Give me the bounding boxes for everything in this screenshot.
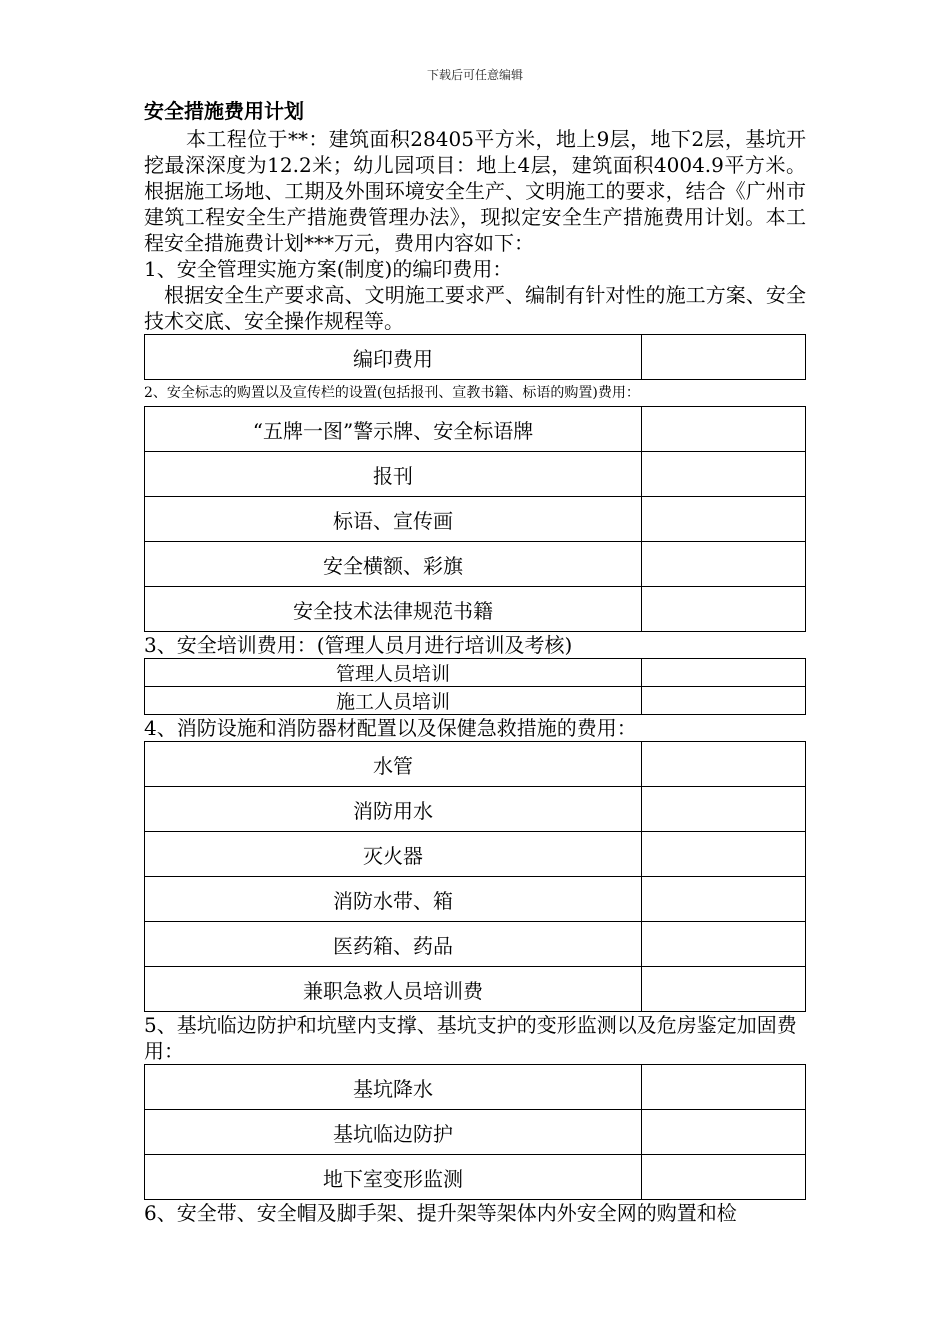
- cost-value-cell[interactable]: [642, 497, 806, 542]
- section-2-table: [144, 406, 806, 632]
- cost-value-cell[interactable]: [642, 452, 806, 497]
- table-row: [145, 542, 806, 587]
- section-5-heading: 5、基坑临边防护和坑壁内支撑、基坑支护的变形监测以及危房鉴定加固费用：: [144, 1013, 797, 1063]
- cost-item: 基坑降水: [145, 1065, 642, 1110]
- table-row: [145, 1065, 806, 1110]
- table-row: [145, 407, 806, 452]
- section-5-table: [144, 1064, 806, 1200]
- cost-item: “五牌一图”警示牌、安全标语牌: [145, 407, 642, 452]
- table-row: [145, 1110, 806, 1155]
- cost-value-cell[interactable]: [642, 877, 806, 922]
- section-3-heading: 3、安全培训费用：(管理人员月进行培训及考核): [144, 633, 573, 657]
- table-row: [145, 659, 806, 687]
- cost-item: 管理人员培训: [145, 659, 642, 687]
- section-4-table: [144, 741, 806, 1012]
- section-4-heading: 4、消防设施和消防器材配置以及保健急救措施的费用：: [144, 716, 637, 740]
- cost-item: 标语、宣传画: [145, 497, 642, 542]
- cost-value-cell[interactable]: [642, 832, 806, 877]
- page-header: 下载后可任意编辑: [426, 68, 523, 82]
- cost-value-cell[interactable]: [642, 687, 806, 715]
- cost-item: 安全技术法律规范书籍: [145, 587, 642, 632]
- cost-item: 安全横额、彩旗: [145, 542, 642, 587]
- table-row: [145, 787, 806, 832]
- table-row: [145, 452, 806, 497]
- table-row: [145, 587, 806, 632]
- cost-item: 编印费用: [145, 335, 642, 380]
- cost-value-cell[interactable]: [642, 1155, 806, 1200]
- cost-item: 医药箱、药品: [145, 922, 642, 967]
- section-1-table: [144, 334, 806, 380]
- cost-value-cell[interactable]: [642, 407, 806, 452]
- cost-item: 水管: [145, 742, 642, 787]
- table-row: [145, 497, 806, 542]
- cost-item: 基坑临边防护: [145, 1110, 642, 1155]
- cost-item: 报刊: [145, 452, 642, 497]
- cost-value-cell[interactable]: [642, 742, 806, 787]
- section-1-description: 根据安全生产要求高、文明施工要求严、编制有针对性的施工方案、安全技术交底、安全操作规程等。: [144, 283, 806, 333]
- cost-value-cell[interactable]: [642, 542, 806, 587]
- cost-value-cell[interactable]: [642, 335, 806, 380]
- intro-paragraph: 本工程位于**：建筑面积28405平方米，地上9层，地下2层，基坑开挖最深深度为12.2米；幼儿园项目：地上4层，建筑面积4004.9平方米。根据施工场地、工期及外围环境安全生产、文明施工的要求，结合《广州市建筑工程安全生产措施费管理办法》，现拟定安全生产措施费用计划。本工程安全措施费计划***万元，费用内容如下：: [144, 127, 806, 255]
- section-1-heading: 1、安全管理实施方案(制度)的编印费用：: [144, 257, 513, 281]
- table-row: [145, 967, 806, 1012]
- cost-item: 地下室变形监测: [145, 1155, 642, 1200]
- cost-value-cell[interactable]: [642, 922, 806, 967]
- cost-item: 兼职急救人员培训费: [145, 967, 642, 1012]
- document-body: [144, 96, 806, 1226]
- table-row: [145, 335, 806, 380]
- cost-value-cell[interactable]: [642, 1110, 806, 1155]
- section-6-heading: 6、安全带、安全帽及脚手架、提升架等架体内外安全网的购置和检: [144, 1201, 737, 1225]
- cost-item: 施工人员培训: [145, 687, 642, 715]
- cost-value-cell[interactable]: [642, 967, 806, 1012]
- section-2-heading: 2、安全标志的购置以及宣传栏的设置(包括报刊、宣教书籍、标语的购置)费用：: [144, 385, 640, 401]
- document-title: 安全措施费用计划: [144, 99, 304, 123]
- table-row: [145, 687, 806, 715]
- table-row: [145, 832, 806, 877]
- cost-value-cell[interactable]: [642, 1065, 806, 1110]
- cost-value-cell[interactable]: [642, 659, 806, 687]
- cost-value-cell[interactable]: [642, 587, 806, 632]
- cost-value-cell[interactable]: [642, 787, 806, 832]
- cost-item: 灭火器: [145, 832, 642, 877]
- table-row: [145, 877, 806, 922]
- section-3-table: [144, 658, 806, 715]
- table-row: [145, 1155, 806, 1200]
- cost-item: 消防用水: [145, 787, 642, 832]
- cost-item: 消防水带、箱: [145, 877, 642, 922]
- table-row: [145, 742, 806, 787]
- table-row: [145, 922, 806, 967]
